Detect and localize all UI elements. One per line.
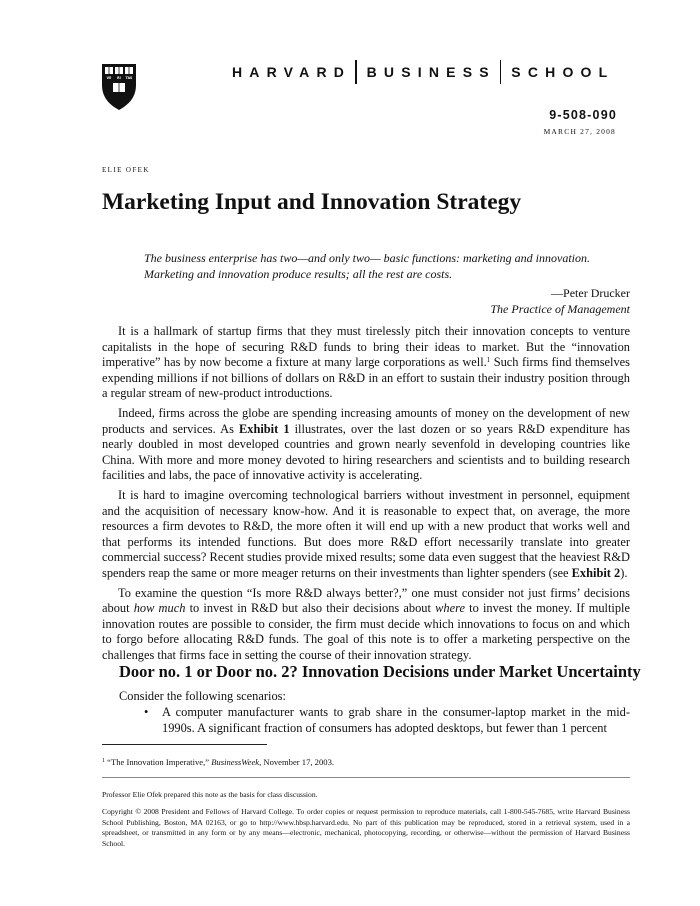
copyright-notice: Copyright © 2008 President and Fellows of Harvard College. To order copies or request permission to reproduce materials, call 1-800-545-7685, write Harvard Business School Publishing, Boston, MA 02163, or go to http://www.hbsp.harvard.edu. No part of this publication may be reproduced, stored in a retrieval system, used in a spreadsheet, or transmitted in any form or by any means—electronic, mechanical, photocopying, recording, or otherwise—without the permission of Harvard Business School. bbox=[102, 807, 630, 849]
paragraph: It is a hallmark of startup firms that they must tirelessly pitch their innovation concepts to venture capitalists in the hope of securing R&D funds to bring their ideas to market. But the “innovation imperative” has by now become a fixture at many large corporations as well.$^1$ Such firms find themselves expending millions if not billions of dollars on R&D in an effort to sustain their industry position through a regular stream of new-product introductions. bbox=[102, 324, 630, 401]
svg-text:RI: RI bbox=[117, 76, 121, 80]
document-date: MARCH 27, 2008 bbox=[543, 127, 616, 136]
footnote-divider bbox=[102, 744, 267, 745]
document-number: 9-508-090 bbox=[549, 108, 617, 122]
list-item-text: A computer manufacturer wants to grab share in the consumer-laptop market in the mid-1990s. A significant fraction of consumers has adopted desktops, but fewer than 1 percent bbox=[162, 705, 630, 735]
epigraph-line: The business enterprise has two—and only two— basic functions: marketing and innovation. bbox=[144, 251, 590, 265]
wordmark-divider bbox=[355, 60, 357, 84]
paragraph: It is hard to imagine overcoming technological barriers without investment in personnel, equipment and the acquisition of necessary know-how. And it is reasonable to expect that, on average, the more resources a firm devotes to R&D, the more often it will end up with a new product that works well and that performs its intended functions. But does more R&D effort necessarily translate into greater commercial success? Recent studies provide mixed results; some data even suggest that the heaviest R&D spenders reap the same or more meager returns on their investments than lighter spenders (see Exhibit 2). bbox=[102, 487, 630, 580]
footnote: $^1$ “The Innovation Imperative,” BusinessWeek, November 17, 2003. bbox=[102, 757, 335, 767]
footer-divider bbox=[102, 777, 630, 778]
wordmark-business: BUSINESS bbox=[366, 64, 496, 80]
epigraph-source: The Practice of Management bbox=[490, 302, 630, 316]
epigraph bbox=[144, 250, 630, 317]
epigraph-line: Marketing and innovation produce results; all the rest are costs. bbox=[144, 267, 453, 281]
wordmark-school: SCHOOL bbox=[511, 64, 615, 80]
institution-wordmark bbox=[232, 61, 622, 83]
prepared-note: Professor Elie Ofek prepared this note as the basis for class discussion. bbox=[102, 790, 318, 799]
section-intro: Consider the following scenarios: bbox=[119, 689, 286, 703]
section-heading: Door no. 1 or Door no. 2? Innovation Decisions under Market Uncertainty bbox=[119, 662, 641, 681]
wordmark-harvard: HARVARD bbox=[232, 64, 352, 80]
paragraph: Indeed, firms across the globe are spending increasing amounts of money on the development of new products and services. As Exhibit 1 illustrates, over the last dozen or so years R&D expenditure has nearly doubled in most developed countries and grown nearly sevenfold in developing countries like China. With more and more money devoted to hiring researchers and scientists and to building research facilities and labs, the pace of innovative activity is accelerating. bbox=[102, 405, 630, 483]
svg-text:VE: VE bbox=[106, 76, 112, 80]
harvard-crest-icon bbox=[101, 63, 137, 111]
body-text bbox=[102, 324, 630, 667]
wordmark-divider bbox=[500, 60, 502, 84]
author-name: ELIE OFEK bbox=[102, 166, 150, 174]
svg-text:TAS: TAS bbox=[125, 76, 133, 80]
paragraph: To examine the question “Is more R&D always better?,” one must consider not just firms’ decisions about how much to invest in R&D but also their decisions about where to invest the money. If multiple innovation routes are possible to consider, the firm must decide which innovations to focus on and which to forgo before allocating R&D funds. The goal of this note is to offer a marketing perspective on the challenges that firms face in setting the course of their innovation strategy. bbox=[102, 585, 630, 662]
bullet-marker: • bbox=[144, 705, 149, 719]
list-item bbox=[102, 705, 630, 736]
page-title: Marketing Input and Innovation Strategy bbox=[102, 189, 522, 215]
exhibit-reference: Exhibit 2 bbox=[571, 565, 621, 580]
footnote-reference[interactable]: 1 bbox=[486, 356, 491, 365]
footnote-marker: 1 bbox=[102, 758, 105, 764]
epigraph-attribution: —Peter Drucker bbox=[551, 286, 630, 300]
exhibit-reference: Exhibit 1 bbox=[238, 421, 290, 436]
